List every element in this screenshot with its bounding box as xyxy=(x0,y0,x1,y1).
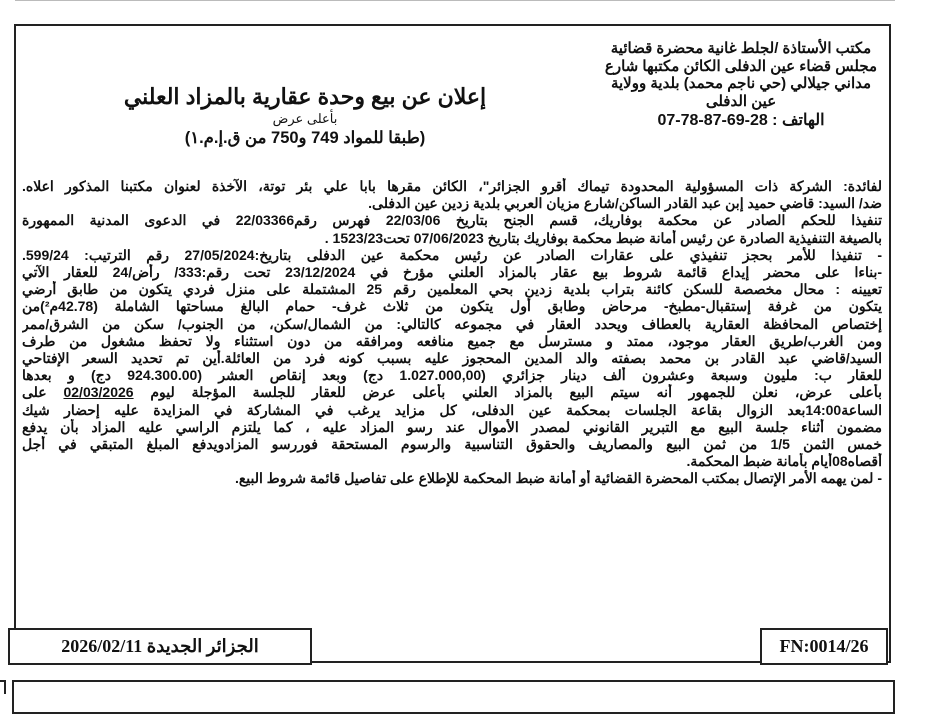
body-line: ومن الغرب/طريق العقار موجود، ممتد و مسترسل مع جميع منافعه ومرافقه من دون استثناء ولا تحفظ مشغول من طرف xyxy=(22,332,882,349)
body-line: بالصيغة التنفيذية الصادرة عن رئيس أمانة ضبط محكمة بوفاريك بتاريخ 07/06/2023 تحت1523/23 . xyxy=(324,229,882,246)
auction-line-start: بأعلى عرض، نعلن للجمهور أنه سيتم البيع بالمزاد العلني بأعلى عرض للعقار للجلسة المؤجلة ليوم xyxy=(150,384,882,401)
publication-stamp: الجزائر الجديدة 2026/02/11 xyxy=(8,628,312,665)
office-line: مداني جيلالي (حي ناجم محمد) بلدية وولاية xyxy=(610,75,872,92)
reference-number: FN:0014/26 xyxy=(760,628,888,665)
body-line: السيد/قاضي عبد القادر بن محمد بصفته والد المدين المحجوز عليه بسبب كونه فرد من العائلة.أين تم تحديد السعر الإفتاحي xyxy=(22,350,882,367)
office-line: عين الدفلى xyxy=(705,92,777,110)
body-line: أقصاه08أيام بأمانة ضبط المحكمة. xyxy=(686,453,882,470)
body-line: -بناءا على محضر إيداع قائمة شروط بيع عقار بالمزاد العلني مؤرخ في 23/12/2024 تحت رقم:333/ رأض/24 للعقار الآتي xyxy=(22,264,882,281)
body-line: تعيينه : محال مخصصة للسكن كائنة بتراب بلدية زدين بحي المعلمين رقم 25 المشتملة على منزل فردي يتكون من طابق أرضي xyxy=(22,281,882,298)
notice-title: إعلان عن بيع وحدة عقارية بالمزاد العلني xyxy=(123,84,487,109)
top-divider xyxy=(15,0,895,1)
auction-date-line xyxy=(22,384,882,401)
office-line: مجلس قضاء عين الدفلى الكائن مكتبها شارع xyxy=(604,57,878,75)
auction-date: 02/03/2026 xyxy=(63,384,134,401)
notice-body xyxy=(22,178,882,488)
body-line: - لمن يهمه الأمر الإتصال بمكتب المحضرة القضائية أو أمانة ضبط المحكمة للإطلاع على تفاصيل قائمة شروط البيع. xyxy=(234,470,882,487)
body-line: للعقار ب: مليون وسبعة وعشرون ألف دينار جزائري (1.027.000,00 دج) وبعد إنقاص العشر (924.300.00 دج) و بعدها xyxy=(22,367,882,384)
body-line: - تنفيذا للأمر بحجز تنفيذي على عقارات الصادر عن رئيس محكمة عين الدفلى بتاريخ:27/05/2024 رقم الترتيب: 599/24. xyxy=(22,246,882,263)
notice-subtitle: بأعلى عرض xyxy=(272,111,338,126)
body-line: إختصاص المحافظة العقارية بالعطاف ويحدد العقار في مجموعه كالتالي: من الشمال/سكن، من الجنوب/ سكن من الشرق/ممر xyxy=(22,315,882,332)
body-line: خمس الثمن 1/5 من ثمن البيع والمصاريف والحقوق التناسبية والرسوم المستحقة فوررسو المزادويدفع المبلغ المتبقي في أجل xyxy=(22,436,882,453)
body-line: لفائدة: الشركة ذات المسؤولية المحدودة تيماك أقرو الجزائر"، الكائن مقرها بابا علي بئر توتة، الآخذة لعنوان مكتبنا المذكور اعلاه. xyxy=(22,178,882,194)
notice-title-block xyxy=(90,83,520,149)
body-line: ضد/ السيد: قاضي حميد إبن عبد القادر الساكن/شارع مزيان العربي بلدية زدين عين الدفلى. xyxy=(368,195,882,212)
body-line: يتكون من غرفة إستقبال-مطبخ- مرحاض وطابق أول يتكون من ثلاث غرف- حمام البالغ مساحتها الشاملة (42.78م²)من xyxy=(22,298,882,315)
office-phone: الهاتف : 28-69-87-78-07 xyxy=(657,112,825,129)
next-notice-frame xyxy=(12,680,895,714)
body-line: مضمون أثناء جلسة البيع مع التبرير القانوني لمصدر الأموال عند رسو المزاد عليه ، كما يلتزم الراسي عليه المزاد بأن يدفع xyxy=(22,418,882,435)
body-line: الساعة14:00بعد الزوال بقاعة الجلسات بمحكمة عين الدفلى، كل مزايد يرغب في المشاركة في المزايدة عليه إحضار شيك xyxy=(22,401,882,418)
auction-line-end: على xyxy=(22,384,47,401)
edge-mark xyxy=(0,680,6,694)
bailiff-office-header xyxy=(581,40,901,130)
body-line: تنفيذا للحكم الصادر عن محكمة بوفاريك، قسم الجنح بتاريخ 22/03/06 فهرس رقم22/03366 في الدعوى المدنية الممهورة xyxy=(22,212,882,229)
legal-articles: (طبقا للمواد 749 و750 من ق.إ.م.١) xyxy=(184,129,426,147)
office-line: مكتب الأستاذة /لجلط غانية محضرة قضائية xyxy=(610,40,872,57)
